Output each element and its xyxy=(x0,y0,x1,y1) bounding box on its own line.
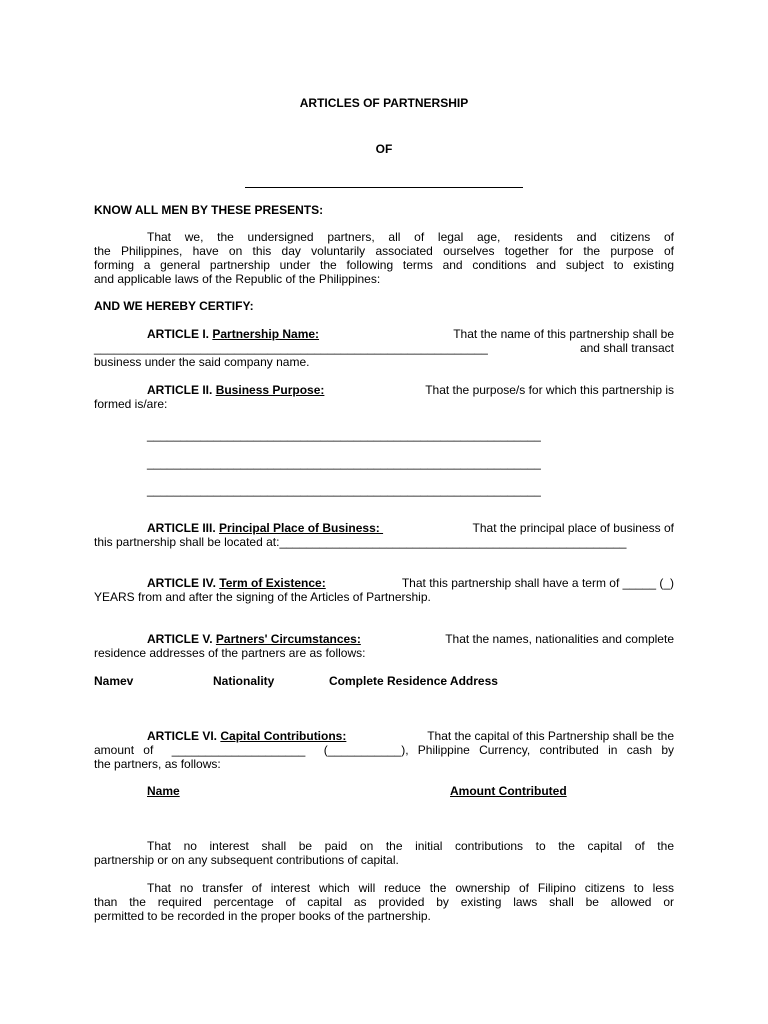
article-3-line-1 xyxy=(147,521,674,535)
no-transfer-line-2: than the required percentage of capital as provided by existing laws shall be allowed or xyxy=(94,895,674,909)
article-1-label: ARTICLE I. xyxy=(147,327,209,341)
article-1-title: Partnership Name: xyxy=(212,327,320,341)
certify-heading: AND WE HEREBY CERTIFY: xyxy=(94,299,254,313)
article-2-title: Business Purpose: xyxy=(215,383,325,397)
article-4-label: ARTICLE IV. xyxy=(147,576,216,590)
no-transfer-line-3: permitted to be recorded in the proper books of the partnership. xyxy=(94,909,431,923)
article-5-line-2: residence addresses of the partners are as follows: xyxy=(94,646,366,660)
partnership-name-blank-line xyxy=(245,187,523,188)
article-5-title: Partners' Circumstances: xyxy=(215,632,361,646)
partners-col-name: Namev xyxy=(94,674,134,688)
article-3-title: Principal Place of Business: xyxy=(219,521,384,535)
article-4-text-1: That this partnership shall have a term of _____ (_) xyxy=(401,576,674,590)
no-interest-line-2: partnership or on any subsequent contributions of capital. xyxy=(94,853,399,867)
article-4-title: Term of Existence: xyxy=(219,576,326,590)
article-5-text-1: That the names, nationalities and complete xyxy=(445,632,674,646)
document-subtitle-of: OF xyxy=(375,142,393,156)
article-1-text-1: That the name of this partnership shall be xyxy=(453,327,674,341)
article-3-text-1: That the principal place of business of xyxy=(472,521,674,535)
article-1-line-1 xyxy=(147,327,674,341)
intro-line-3: forming a general partnership under the following terms and conditions and subject to existing xyxy=(94,258,674,272)
article-3-line-2: this partnership shall be located at:____________________________________________________ xyxy=(94,535,627,549)
no-interest-line-1: That no interest shall be paid on the initial contributions to the capital of the xyxy=(147,839,674,853)
article-4-line-2: YEARS from and after the signing of the Articles of Partnership. xyxy=(94,590,431,604)
article-1-name-blank: ___________________________________________________________ xyxy=(94,341,488,355)
no-transfer-line-1: That no transfer of interest which will reduce the ownership of Filipino citizens to less xyxy=(147,881,674,895)
article-5-label: ARTICLE V. xyxy=(147,632,213,646)
article-6-text-1: That the capital of this Partnership shall be the xyxy=(427,729,674,743)
article-2-line-1 xyxy=(147,383,674,397)
article-4-line-1 xyxy=(147,576,674,590)
contributions-col-name: Name xyxy=(147,784,180,798)
document-title: ARTICLES OF PARTNERSHIP xyxy=(299,96,469,110)
intro-line-2: the Philippines, have on this day voluntarily associated ourselves together for the purpose of xyxy=(94,244,674,258)
business-purpose-blank-1: ___________________________________________________________ xyxy=(147,428,541,442)
article-3-label: ARTICLE III. xyxy=(147,521,216,535)
know-all-men-heading: KNOW ALL MEN BY THESE PRESENTS: xyxy=(94,203,324,217)
intro-line-4: and applicable laws of the Republic of the Philippines: xyxy=(94,272,381,286)
article-6-line-2: amount of ____________________ (___________), Philippine Currency, contributed in cash by xyxy=(94,743,674,757)
partners-col-address: Complete Residence Address xyxy=(329,674,498,688)
article-2-text-1: That the purpose/s for which this partnership is xyxy=(425,383,674,397)
article-6-title: Capital Contributions: xyxy=(220,729,347,743)
partners-col-nationality: Nationality xyxy=(213,674,275,688)
article-2-label: ARTICLE II. xyxy=(147,383,213,397)
article-6-line-3: the partners, as follows: xyxy=(94,757,221,771)
article-6-line-1 xyxy=(147,729,674,743)
business-purpose-blank-3: ___________________________________________________________ xyxy=(147,483,541,497)
article-5-line-1 xyxy=(147,632,674,646)
business-purpose-blank-2: ___________________________________________________________ xyxy=(147,456,541,470)
article-6-label: ARTICLE VI. xyxy=(147,729,218,743)
article-1-text-2: and shall transact xyxy=(579,341,674,355)
article-2-line-2: formed is/are: xyxy=(94,397,168,411)
article-1-line-2 xyxy=(94,341,674,355)
contributions-col-amount: Amount Contributed xyxy=(450,784,567,798)
article-1-line-3: business under the said company name. xyxy=(94,355,310,369)
intro-line-1: That we, the undersigned partners, all of legal age, residents and citizens of xyxy=(147,230,674,244)
